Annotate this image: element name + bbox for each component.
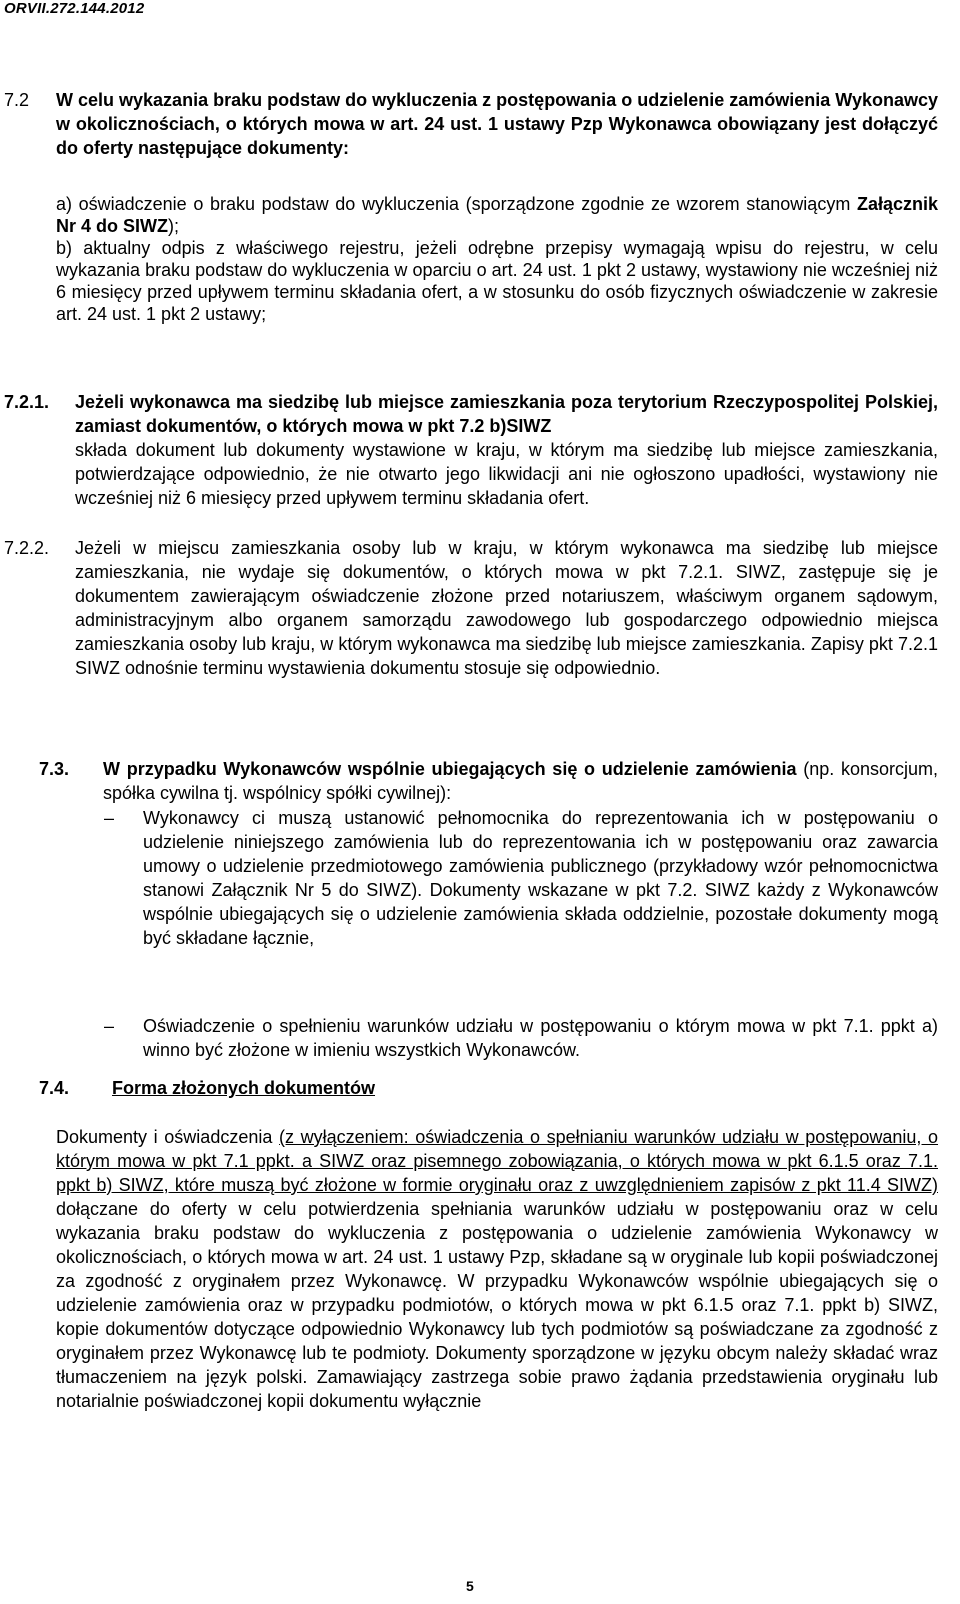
section-7-3-number: 7.3. bbox=[39, 759, 70, 779]
list-item-a-end: ); bbox=[168, 216, 179, 236]
section-7-3-subtitle: (np. konsorcjum, spółka cywilna tj. wspólnicy spółki cywilnej): bbox=[103, 759, 938, 803]
section-7-4-title: Forma złożonych dokumentów bbox=[112, 1078, 376, 1098]
section-7-3-item-1-text: Wykonawcy ci muszą ustanowić pełnomocnika do reprezentowania ich w postępowaniu o udzielenie niniejszego zamówienia lub do reprezentowania ich w postępowaniu oraz zawarcia umowy o udzielenie przedmiotowego zamówienia publicznego (przykładowy wzór pełnomocnictwa stanowi Załącznik Nr 5 do SIWZ). Dokumenty wskazane w pkt 7.2. SIWZ każdy z Wykonawców wspólnie ubiegających się o udzielenie zamówienia składa oddzielnie, pozostałe dokumenty mogą być składane łącznie, bbox=[143, 808, 938, 948]
section-7-4-text-rest: dołączane do oferty w celu potwierdzenia spełniania warunków udziału w postępowaniu oraz w celu wykazania braku podstaw do wykluczenia z postępowania o udzielenie zamówienia Wykonawcy w okolicznościach, o których mowa w art. 24 ust. 1 ustawy Pzp, składane są w oryginale lub kopii poświadczonej za zgodność z oryginałem przez Wykonawcę. W przypadku Wykonawców wspólnie ubiegających się o udzielenie zamówienia oraz w przypadku podmiotów, o których mowa w pkt 6.1.5 oraz 7.1. ppkt b) SIWZ, kopie dokumentów dotyczące odpowiednio Wykonawcy lub tych podmiotów są poświadczane za zgodność z oryginałem przez Wykonawcę lub te podmioty. Dokumenty sporządzone w języku obcym należy składać wraz tłumaczeniem na język polski. Zamawiający zastrzega sobie prawo żądania przedstawienia oryginału lub notarialnie poświadczonej kopii dokumentu wyłącznie bbox=[56, 1199, 938, 1411]
section-7-2-1-body bbox=[75, 390, 938, 510]
section-7-3-heading bbox=[103, 757, 938, 805]
section-7-2-1-text: składa dokument lub dokumenty wystawione w kraju, w którym ma siedzibę lub miejsce zamieszkania, potwierdzające odpowiednio, że nie otwarto jego likwidacji ani nie ogłoszono upadłości, wystawiony nie wcześniej niż 6 miesięcy przed upływem terminu składania ofert. bbox=[75, 440, 938, 508]
section-7-2-1-heading: Jeżeli wykonawca ma siedzibę lub miejsce zamieszkania poza terytorium Rzeczypospolitej Polskiej, zamiast dokumentów, o których mowa w pkt 7.2 b)SIWZ bbox=[75, 392, 938, 436]
section-7-4-text-start: Dokumenty i oświadczenia bbox=[56, 1127, 279, 1147]
section-7-4-number: 7.4. bbox=[39, 1078, 70, 1098]
section-7-2-list bbox=[56, 193, 938, 325]
section-7-3-item-1 bbox=[143, 806, 938, 950]
section-7-2-2-body bbox=[75, 536, 938, 680]
section-7-4-exclusions: (z wyłączeniem: oświadczenia o spełnianiu warunków udziału w postępowaniu, o którym mowa w pkt 7.1 ppkt. a SIWZ oraz pisemnego zobowiązania, o których mowa w pkt 6.1.5 oraz 7.1. ppkt b) SIWZ, które muszą być złożone w formie oryginału oraz z uwzględnieniem zapisów z pkt 11.4 SIWZ) bbox=[56, 1127, 939, 1195]
document-reference: ORVII.272.144.2012 bbox=[4, 0, 145, 17]
section-7-2-2-text: Jeżeli w miejscu zamieszkania osoby lub w kraju, w którym wykonawca ma siedzibę lub miejsce zamieszkania, nie wydaje się dokumentów, o których mowa w pkt 7.2.1. SIWZ, zastępuje się je dokumentem zawierającym oświadczenie złożone przed notariuszem, właściwym organem sądowym, administracyjnym albo organem samorządu zawodowego lub gospodarczego odpowiednio miejsca zamieszkania osoby lub kraju, w którym wykonawca ma siedzibę lub miejsce zamieszkania. Zapisy pkt 7.2.1 SIWZ odnośnie terminu wystawienia dokumentu stosuje się odpowiednio. bbox=[75, 538, 938, 678]
section-7-4-body bbox=[56, 1125, 938, 1413]
section-7-2-intro-text: W celu wykazania braku podstaw do wykluczenia z postępowania o udzielenie zamówienia Wykonawcy w okolicznościach, o których mowa w art. 24 ust. 1 ustawy Pzp Wykonawca obowiązany jest dołączyć do oferty następujące dokumenty: bbox=[56, 90, 938, 158]
list-item-a-text: a) oświadczenie o braku podstaw do wykluczenia (sporządzone zgodnie ze wzorem stanowiącym bbox=[56, 194, 857, 214]
list-item-b: b) aktualny odpis z właściwego rejestru, jeżeli odrębne przepisy wymagają wpisu do rejestru, w celu wykazania braku podstaw do wykluczenia w oparciu o art. 24 ust. 1 pkt 2 ustawy, wystawiony nie wcześniej niż 6 miesięcy przed upływem terminu składania ofert, a w stosunku do osób fizycznych oświadczenie w zakresie art. 24 ust. 1 pkt 2 ustawy; bbox=[56, 238, 938, 324]
section-7-2-1-number: 7.2.1. bbox=[4, 392, 50, 412]
dash-bullet-1: – bbox=[104, 808, 115, 828]
section-7-2-2-number: 7.2.2. bbox=[4, 538, 50, 558]
section-7-3-title: W przypadku Wykonawców wspólnie ubiegających się o udzielenie zamówienia bbox=[103, 759, 797, 779]
list-item-a bbox=[56, 193, 938, 237]
section-7-2-intro bbox=[56, 88, 938, 160]
page-number: 5 bbox=[466, 1578, 474, 1594]
dash-bullet-2: – bbox=[104, 1016, 115, 1036]
list-item-a-annex: Załącznik Nr 4 do SIWZ bbox=[56, 194, 938, 236]
section-7-3-item-2 bbox=[143, 1014, 938, 1062]
section-7-2-number: 7.2 bbox=[4, 90, 30, 110]
section-7-3-item-2-text: Oświadczenie o spełnieniu warunków udziału w postępowaniu o którym mowa w pkt 7.1. ppkt a) winno być złożone w imieniu wszystkich Wykonawców. bbox=[143, 1016, 938, 1060]
